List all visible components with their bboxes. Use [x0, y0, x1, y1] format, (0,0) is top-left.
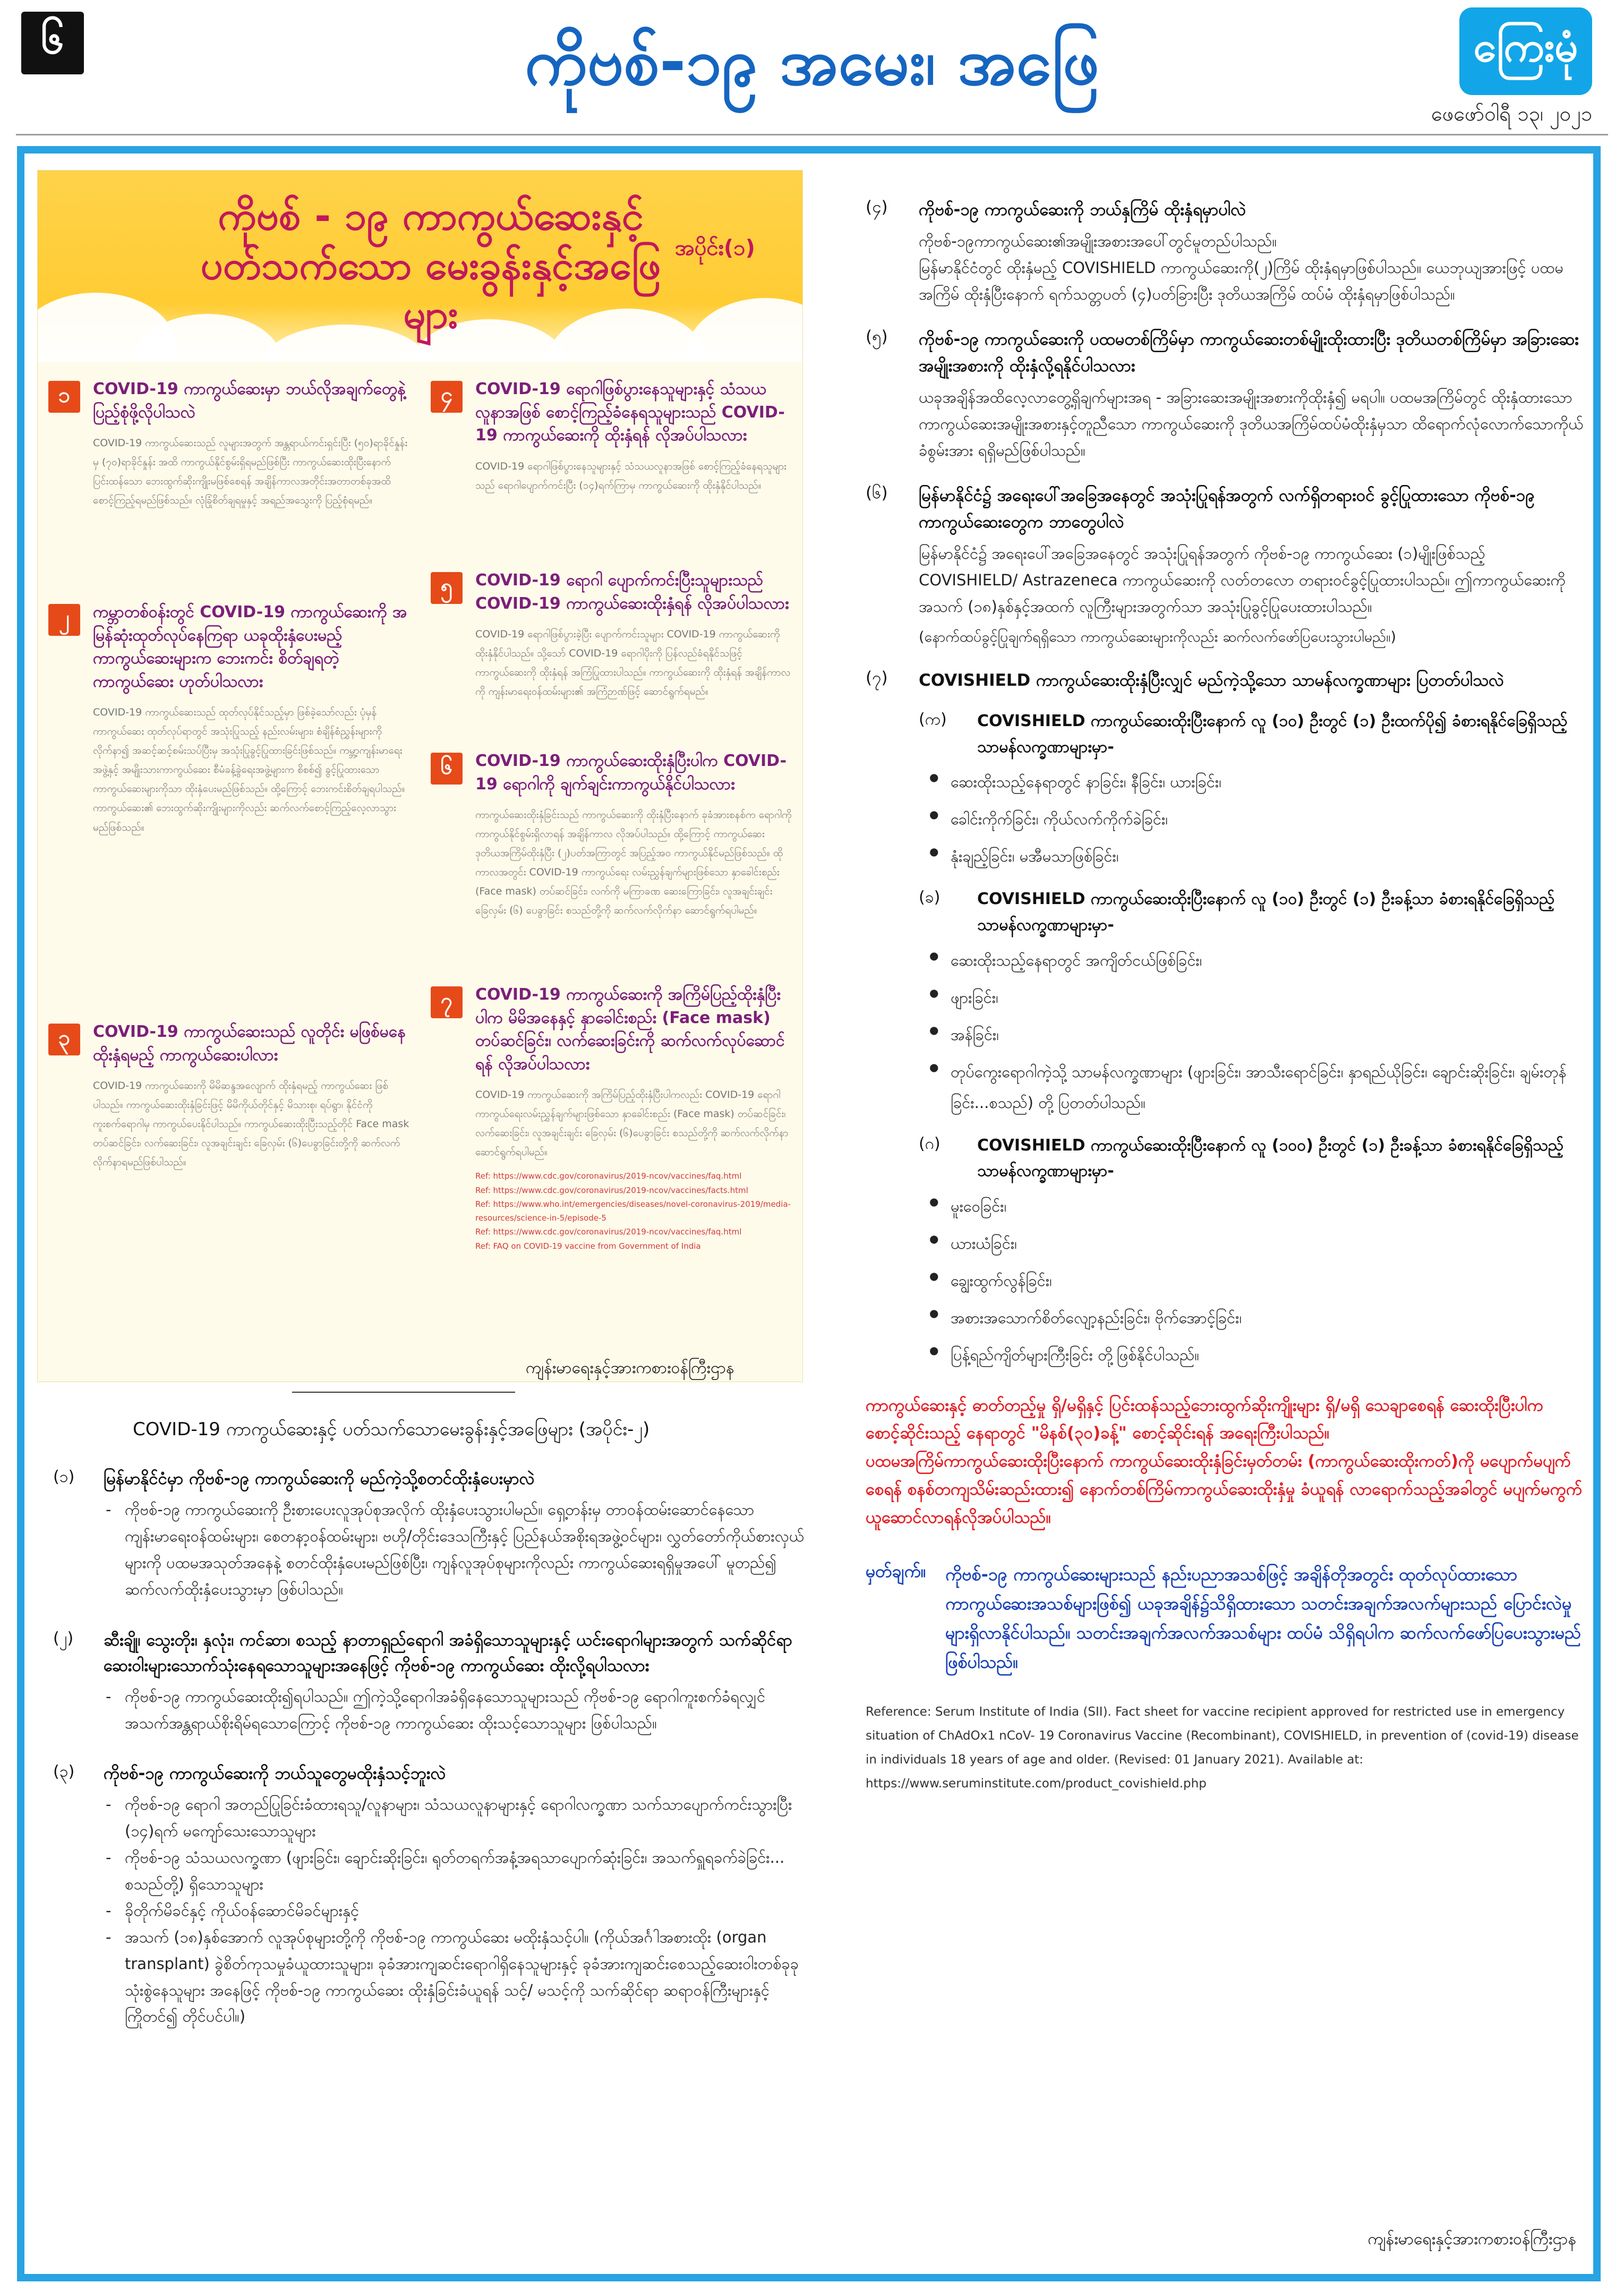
right-column [866, 197, 1588, 1796]
question-title: COVID-19 ရောဂါဖြစ်ပွားနေသူများနှင့် သံသယလူနာအဖြစ် စောင့်ကြည့်ခံနေရသူများသည် COVID-19 ကာကွယ်ဆေးကို ထိုးနှံရန် လိုအပ်ပါသလား [475, 380, 785, 445]
qa-item [866, 667, 1588, 1370]
question-answer: ကာကွယ်ဆေးထိုးနှံခြင်းသည် ကာကွယ်ဆေးကို ထိုးနှံပြီးနောက် ခုခံအားစနစ်က ရောဂါကို ကာကွယ်နိုင်စွမ်းရှိလာရန် အချိန်ကာလ လိုအပ်ပါသည်။ ထို့ကြောင့် ကာကွယ်ဆေး ဒုတိယအကြိမ်ထိုးနှံပြီး (၂)ပတ်အကြာတွင် အပြည့်အဝ ကာကွယ်နိုင်မည်ဖြစ်သည်။ ထိုကာလအတွင်း COVID-19 ကာကွယ်ရေး လမ်းညွှန်ချက်များဖြစ်သော နှာခေါင်းစည်း (Face mask) တပ်ဆင်ခြင်း၊ လက်ကို မကြာခဏ ဆေးကြောခြင်း၊ လူအချင်းချင်း ခြေလှမ်း (၆) ပေခွာခြင်း စသည်တို့ကို ဆက်လက်လိုက်နာ ဆောင်ရွက်ရပါမည်။ [475, 809, 792, 917]
qa-number: (၄) [866, 198, 888, 217]
footnote-text: ကိုဗစ်-၁၉ ကာကွယ်ဆေးများသည် နည်းပညာအသစ်ဖြင့် အချိန်တိုအတွင်း ထုတ်လုပ်ထားသော ကာကွယ်ဆေးအသစ်များဖြစ်၍ ယခုအချိန်၌သိရှိထားသော သတင်းအချက်အလက်များသည် ပြောင်းလဲမှုများရှိလာနိုင်ပါသည်။ သတင်းအချက်အလက်အသစ်များ ထပ်မံ သိရှိရပါက ဆက်လက်ဖော်ပြပေးသွားမည် ဖြစ်ပါသည်။ [945, 1564, 1582, 1673]
symptom-item: ● ပြန့်ရည်ကျိတ်များကြီးခြင်း တို့ဖြစ်နိုင်ပါသည်။ [929, 1340, 1588, 1370]
answer-line: - ကိုဗစ်-၁၉ ရောဂါ အတည်ပြုခြင်းခံထားရသူ/လူနာများ၊ သံသယလူနာများနှင့် ရောဂါလက္ခဏာ သက်သာပျောက်ကင်းသွားပြီး (၁၄)ရက် မကျော်သေးသောသူများ [104, 1792, 807, 1845]
qa-item [866, 197, 1588, 308]
infographic [37, 170, 803, 1382]
answer-line: မြန်မာနိုင်ငံ၌ အရေးပေါ်အခြေအနေတွင် အသုံးပြုရန်အတွက် ကိုဗစ်-၁၉ ကာကွယ်ဆေး (၁)မျိုးဖြစ်သည့် COVISHIELD/ Astrazeneca ကာကွယ်ဆေးကို လတ်တလော တရားဝင်ခွင့်ပြုထားပါသည်။ ဤကာကွယ်ဆေးကို အသက် (၁၈)နှစ်နှင့်အထက် လူကြီးများအတွက်သာ အသုံးပြုခွင့်ပြုပေးထားပါသည်။ [919, 544, 1566, 616]
question-title: COVID-19 ကာကွယ်ဆေးထိုးနှံပြီးပါက COVID-19 ရောဂါကို ချက်ချင်းကာကွယ်နိုင်ပါသလား [475, 752, 787, 794]
symptom-item: ● တုပ်ကွေးရောဂါကဲ့သို့ သာမန်လက္ခဏာများ (ဖျားခြင်း၊ အာသီးရောင်ခြင်း၊ နှာရည်ယိုခြင်း၊ ချောင်းဆိုးခြင်း၊ ချမ်းတုန်ခြင်း...စသည်) တို့ ပြတတ်ပါသည်။ [929, 1056, 1588, 1118]
question-title: COVID-19 ကာကွယ်ဆေးမှာ ဘယ်လိုအချက်တွေနဲ့ ပြည့်စုံဖို့လိုပါသလဲ [93, 380, 406, 422]
answer-line: မြန်မာနိုင်ငံတွင် ထိုးနှံမည့် COVISHIELD ကာကွယ်ဆေးကို(၂)ကြိမ် ထိုးနှံရမှာဖြစ်ပါသည်။ ယေဘုယျအားဖြင့် ပထမအကြိမ် ထိုးနှံပြီးနောက် ရက်သတ္တပတ် (၄)ပတ်ခြားပြီး ဒုတိယအကြိမ် ထပ်မံ ထိုးနှံရမှာဖြစ်ပါသည်။ [919, 259, 1563, 303]
symptom-group-title: COVISHIELD ကာကွယ်ဆေးထိုးပြီးနောက် လူ (၁၀) ဦးတွင် (၁) ဦးထက်ပို၍ ခံစားရနိုင်ခြေရှိသည့် သာမန်လက္ခဏာများမှာ- [977, 712, 1568, 756]
question-number: ၆ [431, 753, 463, 785]
info-question [48, 1020, 409, 1172]
symptom-item: ● အစားအသောက်စိတ်လျော့နည်းခြင်း၊ ဗိုက်အောင့်ခြင်း၊ [929, 1302, 1588, 1333]
symptom-group [919, 887, 1588, 938]
question-number: ၇ [431, 986, 463, 1018]
symptom-group-number: (က) [919, 710, 947, 729]
info-question [431, 569, 792, 749]
issue-date: ဖေဖော်ဝါရီ ၁၃၊ ၂၀၂၁ [1431, 102, 1592, 125]
symptom-item: ● နုံးချည့်ခြင်း၊ မအီမသာဖြစ်ခြင်း၊ [929, 841, 1588, 872]
symptom-item: ● ဆေးထိုးသည့်နေရာတွင် နာခြင်း၊ နီခြင်း၊ ယားခြင်း၊ [929, 766, 1588, 797]
qa-answer [919, 228, 1588, 308]
answer-line: - ခိုတိုက်မိခင်နှင့် ကိုယ်ဝန်ဆောင်မိခင်များနှင့် [104, 1898, 807, 1924]
page-number: ၆ [21, 12, 84, 74]
page-title: ကိုဗစ်-၁၉ အမေး၊ အဖြေ [525, 25, 1099, 99]
question-number: ၂ [48, 604, 80, 636]
cloud-decoration [686, 298, 802, 362]
symptom-item: ● ခေါင်းကိုက်ခြင်း၊ ကိုယ်လက်ကိုက်ခဲခြင်း၊ [929, 804, 1588, 834]
question-answer: COVID-19 ကာကွယ်ဆေးကို အကြိမ်ပြည့်ထိုးနှံပြီးပါကလည်း COVID-19 ရောဂါကာကွယ်ရေးလမ်းညွှန်ချက်များဖြစ်သော နှာခေါင်းစည်း (Face mask) တပ်ဆင်ခြင်း၊ လက်ဆေးခြင်း၊ လူအချင်းချင်း ခြေလှမ်း (၆)ပေခွာခြင်း စသည်တို့ကို ဆက်လက်လိုက်နာ ဆောင်ရွက်ရပါမည်။ [475, 1089, 789, 1158]
article-credit: ကျန်းမာရေးနှင့်အားကစားဝန်ကြီးဌာန [1367, 2230, 1576, 2248]
part-badge: အပိုင်း(၁) [675, 236, 755, 260]
qa-answer [104, 1497, 807, 1603]
symptom-item: ● ယားယံခြင်း၊ [929, 1228, 1588, 1259]
reference-link: Ref: https://www.cdc.gov/coronavirus/2019-ncov/vaccines/faq.html [475, 1227, 742, 1237]
question-answer: COVID-19 ရောဂါဖြစ်ပွားနေသူများနှင့် သံသယလူနာအဖြစ် စောင့်ကြည့်ခံနေရသူများသည် ရောဂါပျောက်ကင်းပြီး (၁၄)ရက်ကြာမှ ကာကွယ်ဆေးကို ထိုးနှံနိုင်ပါသည်။ [475, 460, 787, 491]
reference-link: Ref: https://www.cdc.gov/coronavirus/2019-ncov/vaccines/faq.html [475, 1171, 742, 1181]
reference-link: Ref: https://www.cdc.gov/coronavirus/2019-ncov/vaccines/facts.html [475, 1185, 748, 1195]
symptom-item: ● အန်ခြင်း၊ [929, 1019, 1588, 1050]
reference-citation: Reference: Serum Institute of India (SII). Fact sheet for vaccine recipient approved for restricted use in emergency situation of ChAdOx1 nCoV- 19 Coronavirus Vaccine (Recombinant), COVISHIELD, in prevention of (covid-19) disease in individuals 18 years of age and older. (Revised: 01 January 2021). Available at: https://www.seruminstitute.com/product_covishield.php [866, 1705, 1579, 1791]
qa-number: (၁) [53, 1468, 75, 1486]
notice-line: ပထမအကြိမ်ကာကွယ်ဆေးထိုးပြီးနောက် ကာကွယ်ဆေးထိုးနှံခြင်းမှတ်တမ်း (ကာကွယ်ဆေးထိုးကတ်)ကို မပျောက်မပျက်စေရန် စနစ်တကျသိမ်းဆည်းထား၍ နောက်တစ်ကြိမ်ကာကွယ်ဆေးထိုးနှံမှု ခံယူရန် လာရောက်သည့်အခါတွင် မပျက်မကွက်ယူဆောင်လာရန်လိုအပ်ပါသည်။ [866, 1452, 1583, 1527]
qa-question: COVISHIELD ကာကွယ်ဆေးထိုးနှံပြီးလျှင် မည်ကဲ့သို့သော သာမန်လက္ခဏာများ ပြတတ်ပါသလဲ [919, 670, 1505, 690]
info-question [431, 983, 792, 1253]
symptom-item: ● မူးဝေခြင်း၊ [929, 1191, 1588, 1222]
qa-item [866, 482, 1588, 649]
qa-number: (၂) [53, 1629, 74, 1648]
notice-line: ကာကွယ်ဆေးနှင့် ဓာတ်တည့်မှု ရှိ/မရှိနှင့် ပြင်းထန်သည့်ဘေးထွက်ဆိုးကျိုးများ ရှိ/မရှိ သေချာစေရန် ဆေးထိုးပြီးပါက စောင့်ဆိုင်းသည့် နေရာတွင် "မိနစ်(၃၀)ခန့်" စောင့်ဆိုင်းရန် အရေးကြီးပါသည်။ [866, 1395, 1544, 1443]
qa-number: (၇) [866, 668, 888, 687]
symptom-group-number: (ဂ) [919, 1134, 941, 1153]
qa-item [866, 326, 1588, 464]
qa-answer [104, 1792, 807, 2030]
section-divider [292, 1392, 515, 1393]
question-number: ၃ [48, 1024, 80, 1055]
reference-list [475, 1169, 792, 1253]
symptom-group-number: (ခ) [919, 888, 941, 907]
answer-line: - ကိုဗစ်-၁၉ ကာကွယ်ဆေးကို ဦးစားပေးလူအုပ်စုအလိုက် ထိုးနှံပေးသွားပါမည်။ ရှေ့တန်းမှ တာဝန်ထမ်းဆောင်နေသော ကျန်းမာရေးဝန်ထမ်းများ၊ စေတနာ့ဝန်ထမ်းများ၊ ဗဟို/တိုင်းဒေသကြီးနှင့် ပြည်နယ်အစိုးရအဖွဲ့ဝင်များ၊ လွှတ်တော်ကိုယ်စားလှယ်များကို ပထမအသုတ်အနေနဲ့ စတင်ထိုးနှံပေးမည်ဖြစ်ပြီး၊ ကျန်လူအုပ်စုများကိုလည်း ကာကွယ်ဆေးရရှိမှုအပေါ် မူတည်၍ ဆက်လက်ထိုးနှံပေးသွားမှာ ဖြစ်ပါသည်။ [104, 1497, 807, 1603]
question-answer: COVID-19 ရောဂါဖြစ်ပွားခဲ့ပြီး ပျောက်ကင်းသူများ COVID-19 ကာကွယ်ဆေးကို ထိုးနှံနိုင်ပါသည်။ သို့သော် COVID-19 ရောဂါပိုးကို ပြန်လည်ခံရနိုင်သဖြင့် ကာကွယ်ဆေးကို ထိုးနှံရန် အကြံပြုထားပါသည်။ ကာကွယ်ဆေးကို ထိုးနှံရန် အချိန်ကာလကို ကျန်းမာရေးဝန်ထမ်းများ၏ အကြံဉာဏ်ဖြင့် ဆောင်ရွက်ရမည်။ [475, 628, 791, 698]
question-number: ၅ [431, 572, 463, 604]
newspaper-logo: ကြေးမုံ [1459, 7, 1592, 95]
part2-column [53, 1466, 807, 2055]
info-question [48, 378, 409, 601]
qa-number: (၆) [866, 483, 888, 502]
qa-answer [919, 541, 1588, 620]
reference-link: Ref: https://www.who.int/emergencies/diseases/novel-coronavirus-2019/media-resources/science-in-5/episode-5 [475, 1199, 791, 1223]
infographic-credit: ကျန်းမာရေးနှင့်အားကစားဝန်ကြီးဌာန [526, 1359, 734, 1377]
infographic-left-column [48, 378, 409, 1172]
info-question [48, 601, 409, 1020]
symptom-item: ● ချွေးထွက်လွန်ခြင်း၊ [929, 1265, 1588, 1296]
question-answer: COVID-19 ကာကွယ်ဆေးကို မိမိဆန္ဒအလျောက် ထိုးနှံရမည့် ကာကွယ်ဆေး ဖြစ်ပါသည်။ ကာကွယ်ဆေးထိုးနှံခြင်းဖြင့် မိမိကိုယ်တိုင်နှင့် မိသားစု၊ ရပ်ရွာ၊ နိုင်ငံကို ကူးစက်ရောဂါမှ ကာကွယ်ပေးနိုင်ပါသည်။ ကာကွယ်ဆေးထိုးပြီးသည့်တိုင် Face mask တပ်ဆင်ခြင်း၊ လက်ဆေးခြင်း၊ လူအချင်းချင်း ခြေလှမ်း (၆)ပေခွာခြင်းတို့ကို ဆက်လက်လိုက်နာရမည်ဖြစ်ပါသည်။ [93, 1080, 409, 1169]
infographic-title-line1: ကိုဗစ် - ၁၉ ကာကွယ်ဆေးနှင့် [218, 193, 644, 239]
footnote-label: မှတ်ချက်။ [866, 1561, 926, 1582]
qa-item [53, 1466, 807, 1603]
question-title: COVID-19 ကာကွယ်ဆေးကို အကြိမ်ပြည့်ထိုးနှံပြီးပါက မိမိအနေနှင့် နှာခေါင်းစည်း (Face mask) တပ်ဆင်ခြင်း၊ လက်ဆေးခြင်းကို ဆက်လက်လုပ်ဆောင်ရန် လိုအပ်ပါသလား [475, 985, 785, 1073]
qa-note: (နောက်ထပ်ခွင့်ပြုချက်ရရှိသော ကာကွယ်ဆေးများကိုလည်း ဆက်လက်ဖော်ပြပေးသွားပါမည်။) [919, 628, 1396, 645]
answer-line: - ကိုဗစ်-၁၉ ကာကွယ်ဆေးထိုး၍ရပါသည်။ ဤကဲ့သို့ရောဂါအခံရှိနေသောသူများသည် ကိုဗစ်-၁၉ ရောဂါကူးစက်ခံရလျှင် အသက်အန္တရာယ်စိုးရိမ်ရသောကြောင့် ကိုဗစ်-၁၉ ကာကွယ်ဆေး ထိုးသင့်သောသူများ ဖြစ်ပါသည်။ [104, 1684, 807, 1737]
infographic-banner [38, 171, 802, 362]
part2-title: COVID-19 ကာကွယ်ဆေးနှင့် ပတ်သက်သောမေးခွန်းနှင့်အဖြေများ (အပိုင်း-၂) [133, 1419, 650, 1440]
qa-number: (၃) [53, 1762, 75, 1782]
footnote [866, 1560, 1588, 1677]
question-answer: COVID-19 ကာကွယ်ဆေးသည် လူများအတွက် အန္တရာယ်ကင်းရှင်းပြီး (၅၀)ရာခိုင်နှုန်း မှ (၇၀)ရာခိုင်နှုန်း အထိ ကာကွယ်နိုင်စွမ်းရှိရမည်ဖြစ်ပြီး ကာကွယ်ဆေးထိုးပြီးနောက် ပြင်းထန်သော ဘေးထွက်ဆိုးကျိုးမဖြစ်စေရန် အချိန်ကာလအတိုင်းအတာတစ်ခုအထိ စောင့်ကြည့်ရမည်ဖြစ်သည်။ လုံခြုံစိတ်ချရမှုနှင့် အရည်အသွေးကို ပြည့်စုံရမည်။ [93, 437, 408, 507]
info-question [431, 378, 792, 569]
symptom-group [919, 1133, 1588, 1185]
qa-question: ကိုဗစ်-၁၉ ကာကွယ်ဆေးကို ပထမတစ်ကြိမ်မှာ ကာကွယ်ဆေးတစ်မျိုးထိုးထားပြီး ဒုတိယတစ်ကြိမ်မှာ အခြားဆေးအမျိုးအစားကို ထိုးနှံလို့ရနိုင်ပါသလား [919, 329, 1579, 376]
qa-question: မြန်မာနိုင်ငံမှာ ကိုဗစ်-၁၉ ကာကွယ်ဆေးကို မည်ကဲ့သို့စတင်ထိုးနှံပေးမှာလဲ [104, 1469, 535, 1488]
qa-item [53, 1628, 807, 1737]
answer-line: ယခုအချိန်အထိလေ့လာတွေ့ရှိချက်များအရ - အခြားဆေးအမျိုးအစားကိုထိုးနှံ၍ မရပါ။ ပထမအကြိမ်တွင် ထိုးနှံထားသော ကာကွယ်ဆေးအမျိုးအစားနှင့်တူညီသော ကာကွယ်ဆေးကို ဒုတိယအကြိမ်ထပ်မံထိုးနှံမှသာ ထိရောက်လုံလောက်သောကိုယ်ခံစွမ်းအား ရရှိမည်ဖြစ်ပါသည်။ [919, 388, 1584, 460]
info-question [431, 749, 792, 983]
answer-line: - ကိုဗစ်-၁၉ သံသယလက္ခဏာ (ဖျားခြင်း၊ ချောင်းဆိုးခြင်း၊ ရုတ်တရက်အနံ့အရသာပျောက်ဆုံးခြင်း၊ အသက်ရှူရခက်ခဲခြင်း... စသည်တို့) ရှိသောသူများ [104, 1845, 807, 1898]
qa-question: ဆီးချို၊ သွေးတိုး၊ နှလုံး၊ ကင်ဆာ၊ စသည့် နာတာရှည်ရောဂါ အခံရှိသောသူများနှင့် ယင်းရောဂါများအတွက် သက်ဆိုင်ရာဆေးဝါးများသောက်သုံးနေရသောသူများအနေဖြင့် ကိုဗစ်-၁၉ ကာကွယ်ဆေး ထိုးလို့ရပါသလား [104, 1630, 792, 1675]
question-number: ၁ [48, 381, 80, 413]
symptom-item: ● ဆေးထိုးသည့်နေရာတွင် အကျိတ်ငယ်ဖြစ်ခြင်း၊ [929, 945, 1588, 976]
question-answer: COVID-19 ကာကွယ်ဆေးသည် ထုတ်လုပ်နိုင်သည့်မှာ ဖြစ်ခဲ့သော်လည်း ပုံမှန်ကာကွယ်ဆေး ထုတ်လုပ်ရာတွင် အသုံးပြုသည့် နည်းလမ်းများ၊ စံချိန်စံညွှန်းများကို လိုက်နာ၍ အဆင့်ဆင့်စမ်းသပ်ပြီးမှ အသုံးပြုခွင့်ပြုထားခြင်းဖြစ်သည်။ ကမ္ဘာ့ကျန်းမာရေးအဖွဲ့နှင့် အမျိုးသားကာကွယ်ဆေး စီမံခန့်ခွဲရေးအဖွဲ့များက စိစစ်၍ ခွင့်ပြုထားသော ကာကွယ်ဆေးများကိုသာ ထိုးနှံပေးမည်ဖြစ်သည်။ ထို့ကြောင့် ဘေးကင်းစိတ်ချရပါသည်။ ကာကွယ်ဆေး၏ ဘေးထွက်ဆိုးကျိုးများကိုလည်း ဆက်လက်စောင့်ကြည့်လေ့လာသွားမည်ဖြစ်သည်။ [93, 706, 405, 833]
symptom-group [919, 709, 1588, 760]
symptom-group-title: COVISHIELD ကာကွယ်ဆေးထိုးပြီးနောက် လူ (၁၀) ဦးတွင် (၁) ဦးခန့်သာ ခံစားရနိုင်ခြေရှိသည့် သာမန်လက္ခဏာများမှာ- [977, 890, 1555, 934]
qa-question: ကိုဗစ်-၁၉ ကာကွယ်ဆေးကို ဘယ်သူတွေမထိုးနှံသင့်ဘူးလဲ [104, 1764, 446, 1784]
qa-question: ကိုဗစ်-၁၉ ကာကွယ်ဆေးကို ဘယ်နှကြိမ် ထိုးနှံရမှာပါလဲ [919, 200, 1246, 219]
question-number: ၄ [431, 381, 463, 413]
reference-link: Ref: FAQ on COVID-19 vaccine from Government of India [475, 1241, 701, 1251]
qa-question: မြန်မာနိုင်ငံ၌ အရေးပေါ်အခြေအနေတွင် အသုံးပြုရန်အတွက် လက်ရှိတရားဝင် ခွင့်ပြုထားသော ကိုဗစ်-၁၉ ကာကွယ်ဆေးတွေက ဘာတွေပါလဲ [919, 485, 1535, 532]
important-notice [866, 1392, 1588, 1531]
qa-item [53, 1761, 807, 2030]
qa-answer [919, 385, 1588, 464]
symptom-group-title: COVISHIELD ကာကွယ်ဆေးထိုးပြီးနောက် လူ (၁၀၀) ဦးတွင် (၁) ဦးခန့်သာ ခံစားရနိုင်ခြေရှိသည့် သာမန်လက္ခဏာများမှာ- [977, 1136, 1564, 1181]
infographic-right-column [431, 378, 792, 1253]
answer-line: - အသက် (၁၈)နှစ်အောက် လူအုပ်စုများတို့ကို ကိုဗစ်-၁၉ ကာကွယ်ဆေး မထိုးနှံသင့်ပါ။ (ကိုယ်အင်္ဂါအစားထိုး (organ transplant) ခွဲစိတ်ကုသမှုခံယူထားသူများ၊ ခုခံအားကျဆင်းရောဂါရှိနေသူများနှင့် ခုခံအားကျဆင်းစေသည့်ဆေးဝါးတစ်ခုခုသုံးစွဲနေသူများ အနေဖြင့် ကိုဗစ်-၁၉ ကာကွယ်ဆေး ထိုးနှံခြင်းခံယူရန် သင့်/ မသင့်ကို သက်ဆိုင်ရာ ဆရာဝန်ကြီးများနှင့် ကြိုတင်၍ တိုင်ပင်ပါ။) [104, 1924, 807, 2031]
qa-answer [104, 1684, 807, 1737]
infographic-title [197, 192, 664, 339]
question-title: ကမ္ဘာတစ်ဝန်းတွင် COVID-19 ကာကွယ်ဆေးကို အမြန်ဆုံးထုတ်လုပ်နေကြရာ ယခုထိုးနှံပေးမည့် ကာကွယ်ဆေးများက ဘေးကင်း စိတ်ချရတဲ့ ကာကွယ်ဆေး ဟုတ်ပါသလား [93, 603, 407, 691]
question-title: COVID-19 ကာကွယ်ဆေးသည် လူတိုင်း မဖြစ်မနေထိုးနှံရမည့် ကာကွယ်ဆေးပါလား [93, 1023, 406, 1064]
answer-line: ကိုဗစ်-၁၉ကာကွယ်ဆေး၏အမျိုးအစားအပေါ်တွင်မူတည်ပါသည်။ [919, 232, 1277, 251]
question-title: COVID-19 ရောဂါ ပျောက်ကင်းပြီးသူများသည် COVID-19 ကာကွယ်ဆေးထိုးနှံရန် လိုအပ်ပါသလား [475, 571, 789, 613]
infographic-title-line2: ပတ်သက်သော မေးခွန်းနှင့်အဖြေများ [200, 242, 661, 337]
symptom-item: ● ဖျားခြင်း၊ [929, 982, 1588, 1013]
qa-number: (၅) [866, 327, 888, 346]
header-divider [16, 134, 1608, 135]
